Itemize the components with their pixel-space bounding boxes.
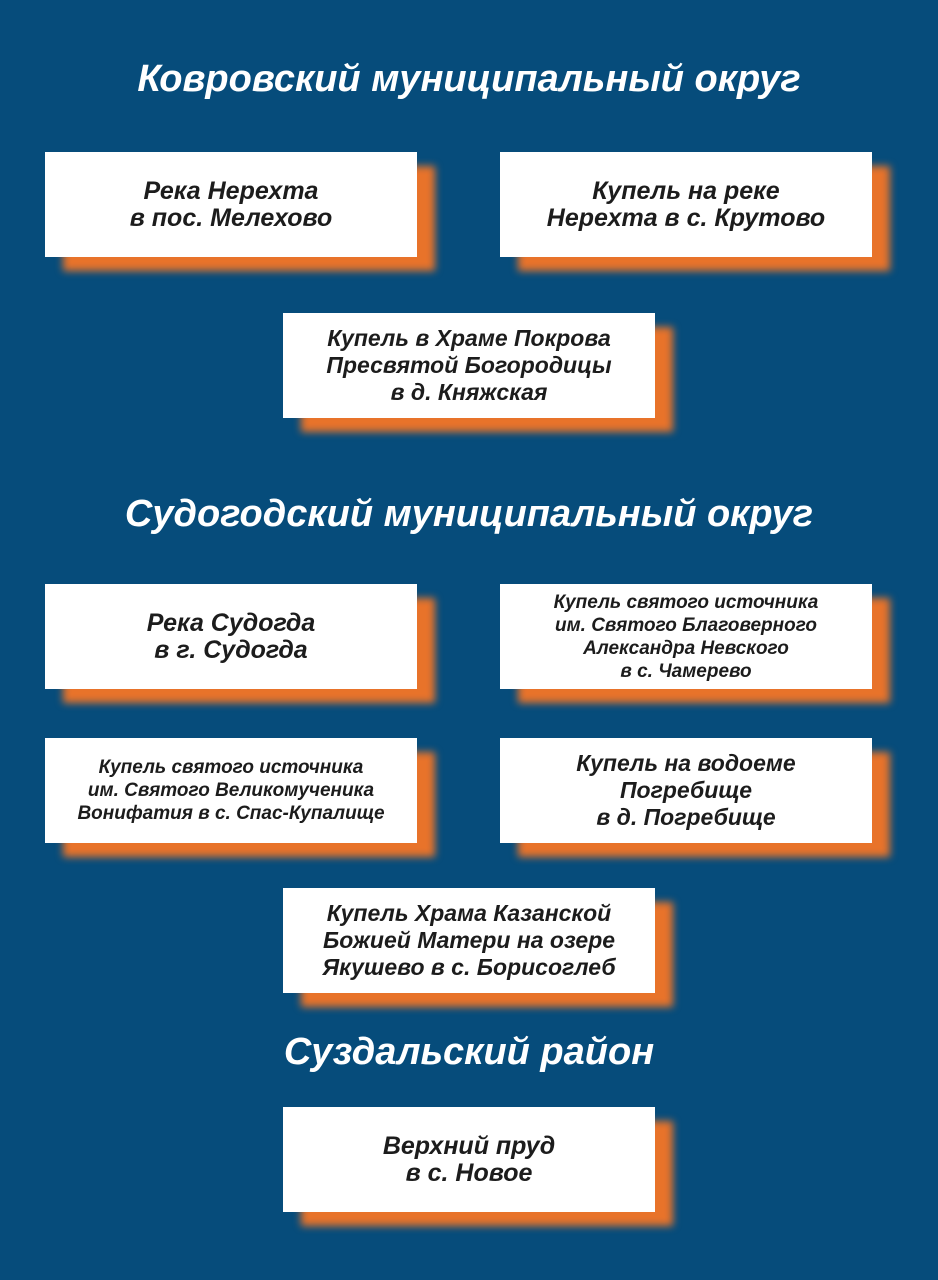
- card-face: [45, 152, 417, 257]
- card-face: [45, 584, 417, 689]
- card-label: Купель на водоеме Погребище в д. Погребище: [576, 750, 796, 830]
- location-card-novoe: [283, 1107, 655, 1212]
- location-card-spas-kupalishche: [45, 738, 417, 843]
- card-face: [283, 1107, 655, 1212]
- card-label: Река Судогда в г. Судогда: [146, 608, 316, 664]
- section-title-suzdal: Суздальский район: [283, 1031, 655, 1073]
- card-face: [45, 738, 417, 843]
- card-face: [283, 888, 655, 993]
- card-face: [500, 584, 872, 689]
- location-card-borisogleb: [283, 888, 655, 993]
- card-face: [500, 152, 872, 257]
- card-label: Река Нерехта в пос. Мелехово: [129, 176, 333, 232]
- card-label: Купель святого источника им. Святого Благоверного Александра Невского в с. Чамерево: [553, 591, 819, 682]
- location-card-chamerevo: [500, 584, 872, 689]
- location-card-pogrebishche: [500, 738, 872, 843]
- section-title-sudogda: Судогодский муниципальный округ: [124, 493, 814, 535]
- card-label: Купель Храма Казанской Божией Матери на озере Якушево в с. Борисоглеб: [322, 900, 616, 980]
- card-face: [283, 313, 655, 418]
- location-card-nerekhta-melekhovo: [45, 152, 417, 257]
- card-label: Купель в Храме Покрова Пресвятой Богородицы в д. Княжская: [326, 325, 612, 405]
- location-card-sudogda-river: [45, 584, 417, 689]
- card-label: Купель на реке Нерехта в с. Крутово: [546, 176, 826, 232]
- section-title-kovrov: Ковровский муниципальный округ: [137, 58, 801, 100]
- location-card-knyazhskaya: [283, 313, 655, 418]
- card-face: [500, 738, 872, 843]
- card-label: Купель святого источника им. Святого Великомученика Вонифатия в с. Спас-Купалище: [77, 757, 385, 824]
- card-label: Верхний пруд в с. Новое: [382, 1131, 556, 1187]
- location-card-krutovo: [500, 152, 872, 257]
